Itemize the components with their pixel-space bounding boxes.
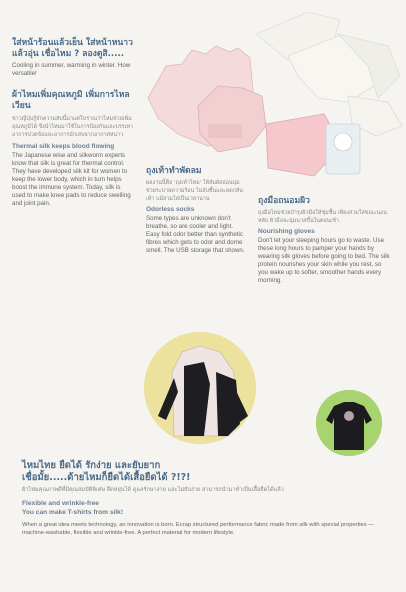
column-2 — [146, 166, 246, 255]
bottom-en-subtitle-2: You can make T-shirts from silk! — [22, 509, 124, 516]
socks-en-body: Some types are unknown don't breathe, so are cooler and light. Easy fold odor better than synthetic fibres which gets to odor and dome smell. The USB storage that shown. — [146, 215, 245, 254]
silk-shirt-circle-photo — [144, 332, 256, 444]
heading-thai-silk-flexible: ไหมไทย ยืดได้ รักง่าย และยับยาก — [22, 460, 161, 471]
bottom-en-subtitle-1: Flexible and wrinkle-free — [22, 500, 99, 507]
sock-bundle — [256, 12, 402, 136]
black-shirt-illustration — [316, 390, 382, 456]
socks-en-title: Odorless socks — [146, 206, 195, 213]
gloves-thai-body: ถุงมือไหมช่วยบำรุงผิวมือให้ชุ่มชื้น เพียงสวมใส่ขณะนอนหลับ ผิวมือจะนุ่มนวลขึ้นในตอนเช้า — [258, 210, 387, 224]
thermal-thai-body: ชาวญี่ปุ่นรู้จักความลับนี้มาแต่โบราณว่าไหมช่วยเพิ่มอุณหภูมิได้ จึงนำไหมมาใช้ในการป้องกันและบรรเทาอาการปวดข้อและอาการอักเสบจากอากาศหนาว — [12, 116, 134, 138]
column-1 — [12, 38, 134, 208]
thermal-en-body: The Japanese wise and silkworm experts know that silk is great for thermal control. They have developed silk kit for women to keep the lower body, which in turn helps boost the immune system. Today, silk is used to make knee pads to reduce swelling and joint pain. — [12, 152, 131, 207]
pink-knee-pad — [266, 114, 360, 176]
socks-thai-body: ผลงานนี้คือ 'ถุงเท้าไหม' ให้สัมผัสอ่อนนุ่ม ช่วยระบายความร้อน ไม่อับชื้นและลดกลิ่นเท้า แม้สวมใส่เป็นเวลานาน — [146, 180, 243, 202]
pink-gloves — [148, 46, 266, 152]
headline-cooling: ใส่หน้าร้อนแล้วเย็น ใส่หน้าหนาวแล้วอุ่น เชื่อไหม ? ลองดูสิ..... — [12, 38, 133, 59]
silk-shirt-illustration — [144, 332, 256, 444]
gloves-en-title: Nourishing gloves — [258, 228, 315, 235]
product-photo-gloves-socks — [138, 6, 406, 186]
heading-gloves: ถุงมือถนอมผิว — [258, 196, 310, 206]
heading-thermal: ผ้าไหมเพิ่มคุณหภูมิ เพิ่มการไหลเวียน — [12, 90, 130, 111]
heading-silk-tshirt: เชื่อมั้ย.....ด้ายไหมก็ยืดได้เสื้อยืดได้ ?!?! — [22, 472, 191, 483]
headline-cooling-en: Cooling in summer, warming in winter. How versatile! — [12, 62, 131, 77]
black-shirt-circle-photo — [316, 390, 382, 456]
gloves-en-body: Don't let your sleeping hours go to waste. Use these long hours to pamper your hands by wearing silk gloves before going to bed. The silk protein nourishes your skin while you rest, so you wake up to softer, smoother hands every morning. — [258, 237, 390, 284]
bottom-en-body: When a great idea meets technology, an innovation is born. Ecrap structured performance fabric made from silk with special properties — machine-washable, flexible and wrinkle-free. A perfect material for modern lifestyle. — [22, 522, 375, 536]
column-3 — [258, 196, 390, 285]
heading-socks: ถุงเท้าทำพัดลม — [146, 166, 202, 176]
bottom-section — [22, 460, 392, 537]
bottom-thai-body: ผ้าไหมคุณภาพดีที่มีคุณสมบัติพิเศษ ยืดหยุ่นได้ ดูแลรักษาง่าย และไม่ยับง่าย สามารถนำมาทำเป็นเสื้อยืดได้แล้ว — [22, 487, 284, 493]
thermal-en-title: Thermal silk keeps blood flowing — [12, 143, 115, 150]
